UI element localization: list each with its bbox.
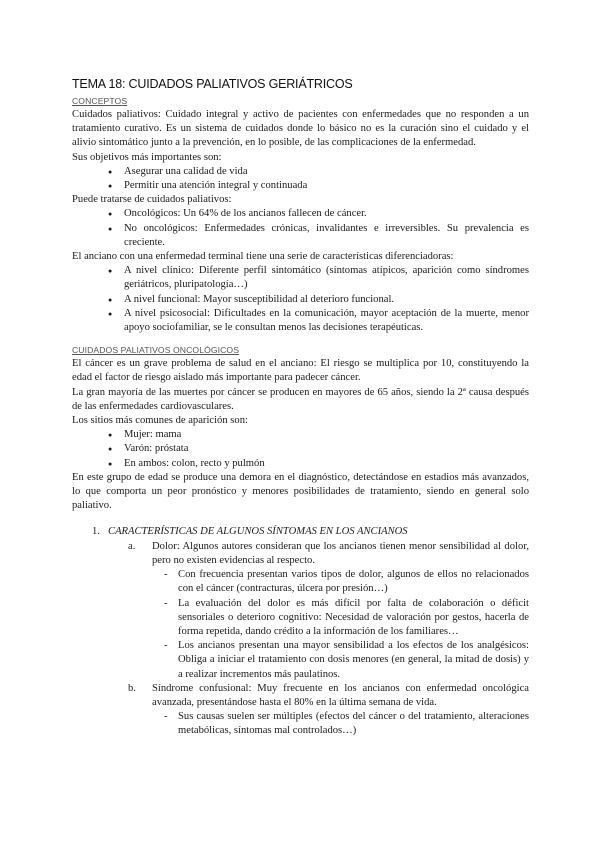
numbered-heading [72,525,529,539]
list-item: ● Oncológicos: Un 64% de los ancianos fallecen de cáncer. [110,207,529,221]
section-sintomas [72,525,529,738]
list-item: ● A nivel clínico: Diferente perfil sintomático (síntomas atípicos, aparición como síndromes geriátricos, pluripatología…) [110,264,529,292]
dash-marker: - [164,597,168,609]
section-conceptos [72,95,529,335]
section-oncologicos [72,344,529,513]
list-item: ● Mujer: mama [110,428,529,442]
paragraph: Puede tratarse de cuidados paliativos: [72,194,232,206]
paragraph: Cuidados paliativos: Cuidado integral y activo de pacientes con enfermedades que no responden a un tratamiento curativo. Es un sistema de cuidados donde lo básico no es la curación sino el cuidado y el alivio sintomático junto a la prevención, en lo posible, de las complicaciones de la enfermedad. [72,109,529,149]
list-item: ● Varón: próstata [110,442,529,456]
dash-item-text: Los ancianos presentan una mayor sensibilidad a los efectos de los analgésicos: Obliga a iniciar el tratamiento con dosis menores (en general, la mitad de dosis) y a realizar incrementos más paulatinos. [178,640,529,680]
list-item: ● A nivel funcional: Mayor susceptibilidad al deterioro funcional. [110,293,529,307]
dash-item [152,597,529,640]
alpha-marker: a. [128,540,136,552]
dash-marker: - [164,711,168,723]
numbered-heading-text: CARACTERÍSTICAS DE ALGUNOS SÍNTOMAS EN LOS ANCIANOS [108,526,408,538]
bullet-list [72,264,529,335]
alpha-item-text: Dolor: Algunos autores consideran que los ancianos tienen menor sensibilidad al dolor, pero no existen evidencias al respecto. [152,540,529,566]
paragraph: Sus objetivos más importantes son: [72,151,222,163]
paragraph: Los sitios más comunes de aparición son: [72,415,248,427]
alpha-marker: b. [128,682,136,694]
paragraph: La gran mayoría de las muertes por cáncer se producen en mayores de 65 años, siendo la 2ª causa después de las enfermedades cardiovasculares. [72,386,529,412]
bullet-list [72,207,529,250]
list-item: ● En ambos: colon, recto y pulmón [110,457,529,471]
dash-item-text: Con frecuencia presentan varios tipos de dolor, algunos de ellos no relacionados con el cáncer (contracturas, úlcera por presión…) [178,569,529,595]
paragraph: El anciano con una enfermedad terminal tiene una serie de características diferenciadoras: [72,251,454,263]
list-item: ● A nivel psicosocial: Dificultades en la comunicación, mayor aceptación de la muerte, menor apoyo sociofamiliar, se le consultan menos las decisiones terapéuticas. [110,307,529,335]
list-number: 1. [92,526,100,538]
bullet-list [72,428,529,471]
dash-item [152,568,529,596]
document-title: TEMA 18: CUIDADOS PALIATIVOS GERIÁTRICOS [72,77,353,91]
section-heading: CUIDADOS PALIATIVOS ONCOLÓGICOS [72,345,240,356]
list-item: ● Permitir una atención integral y continuada [110,179,529,193]
alpha-item-text: Síndrome confusional: Muy frecuente en los ancianos con enfermedad oncológica avanzada, presentándose hasta el 80% en la última semana de vida. [152,682,529,708]
dash-item-text: Sus causas suelen ser múltiples (efectos del cáncer o del tratamiento, alteraciones metabólicas, síntomas mal controlados…) [178,711,529,737]
document-page [72,76,529,739]
alpha-list [128,540,529,739]
dash-item [152,710,529,738]
dash-item [152,639,529,682]
dash-item-text: La evaluación del dolor es más difícil por falta de colaboración o déficit sensoriales o deterioro cognitivo: Necesidad de valoración por gestos, hacerla de forma repetida, dando crédito a la información de los familiares… [178,597,529,637]
dash-marker: - [164,640,168,652]
list-item: ● No oncológicos: Enfermedades crónicas, invalidantes e irreversibles. Su prevalencia es creciente. [110,222,529,250]
dash-marker: - [164,569,168,581]
list-item: ● Asegurar una calidad de vida [110,165,529,179]
paragraph: El cáncer es un grave problema de salud en el anciano: El riesgo se multiplica por 10, constituyendo la edad el factor de riesgo aislado más importante para padecer cáncer. [72,358,529,384]
dash-list [152,710,529,738]
section-heading: CONCEPTOS [72,96,128,106]
bullet-list [72,165,529,193]
paragraph: En este grupo de edad se produce una demora en el diagnóstico, detectándose en estadios más avanzados, lo que comporta un peor pronóstico y menores posibilidades de tratamiento, siendo en general solo paliativo. [72,471,529,512]
dash-list [152,568,529,682]
alpha-item [128,682,529,739]
alpha-item [128,540,529,682]
